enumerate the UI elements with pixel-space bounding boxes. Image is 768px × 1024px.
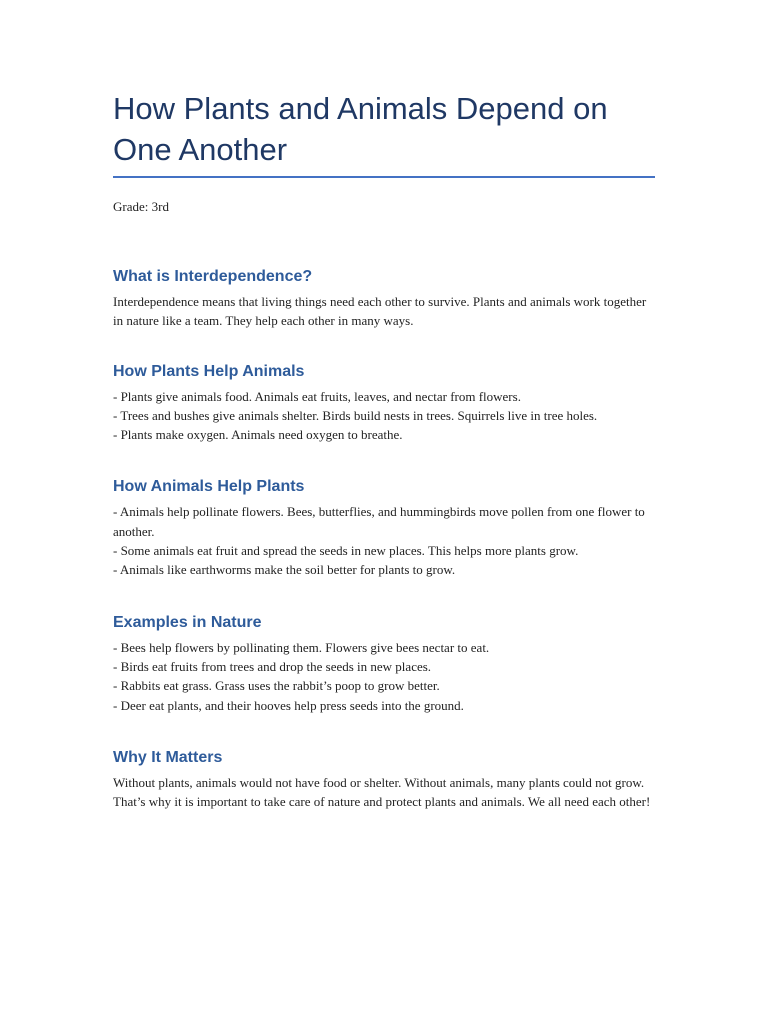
bullet-line: - Birds eat fruits from trees and drop the seeds in new places. xyxy=(113,658,432,674)
paragraph: Without plants, animals would not have food or shelter. Without animals, many plants could not grow. That’s why it is important to take care of nature and protect plants and animals. We all need each other! xyxy=(113,774,651,810)
bullet-line: - Deer eat plants, and their hooves help press seeds into the ground. xyxy=(113,697,464,713)
section-body xyxy=(113,502,655,579)
section-how-plants-help-animals xyxy=(113,361,655,445)
bullet-line: - Some animals eat fruit and spread the seeds in new places. This helps more plants grow. xyxy=(113,543,579,559)
bullet-line: - Bees help flowers by pollinating them. Flowers give bees nectar to eat. xyxy=(113,639,490,655)
paragraph: Interdependence means that living things need each other to survive. Plants and animals work together in nature like a team. They help each other in many ways. xyxy=(113,294,647,329)
section-heading: How Plants Help Animals xyxy=(113,362,305,380)
bullet-line: - Plants make oxygen. Animals need oxygen to breathe. xyxy=(113,427,403,443)
bullet-line: - Animals like earthworms make the soil better for plants to grow. xyxy=(113,562,456,578)
section-body xyxy=(113,638,655,715)
section-heading: What is Interdependence? xyxy=(113,268,313,285)
section-heading: How Animals Help Plants xyxy=(113,478,305,496)
section-heading: Examples in Nature xyxy=(113,613,262,631)
section-why-it-matters xyxy=(113,747,655,812)
section-what-is-interdependence xyxy=(113,266,655,331)
title-underline xyxy=(113,176,655,178)
bullet-line: - Animals help pollinate flowers. Bees, butterflies, and hummingbirds move pollen from one flower to another. xyxy=(113,504,645,539)
section-body xyxy=(113,292,655,331)
section-heading: Why It Matters xyxy=(113,748,223,766)
section-examples-in-nature xyxy=(113,612,655,715)
section-how-animals-help-plants xyxy=(113,476,655,579)
section-body xyxy=(113,773,655,812)
bullet-line: - Trees and bushes give animals shelter. Birds build nests in trees. Squirrels live in tree holes. xyxy=(113,407,598,423)
document-page xyxy=(113,88,655,811)
document-title: How Plants and Animals Depend on One Another xyxy=(113,91,608,167)
section-body xyxy=(113,387,655,445)
bullet-line: - Plants give animals food. Animals eat fruits, leaves, and nectar from flowers. xyxy=(113,388,521,404)
bullet-line: - Rabbits eat grass. Grass uses the rabbit’s poop to grow better. xyxy=(113,678,440,694)
grade-label: Grade: 3rd xyxy=(113,199,169,214)
